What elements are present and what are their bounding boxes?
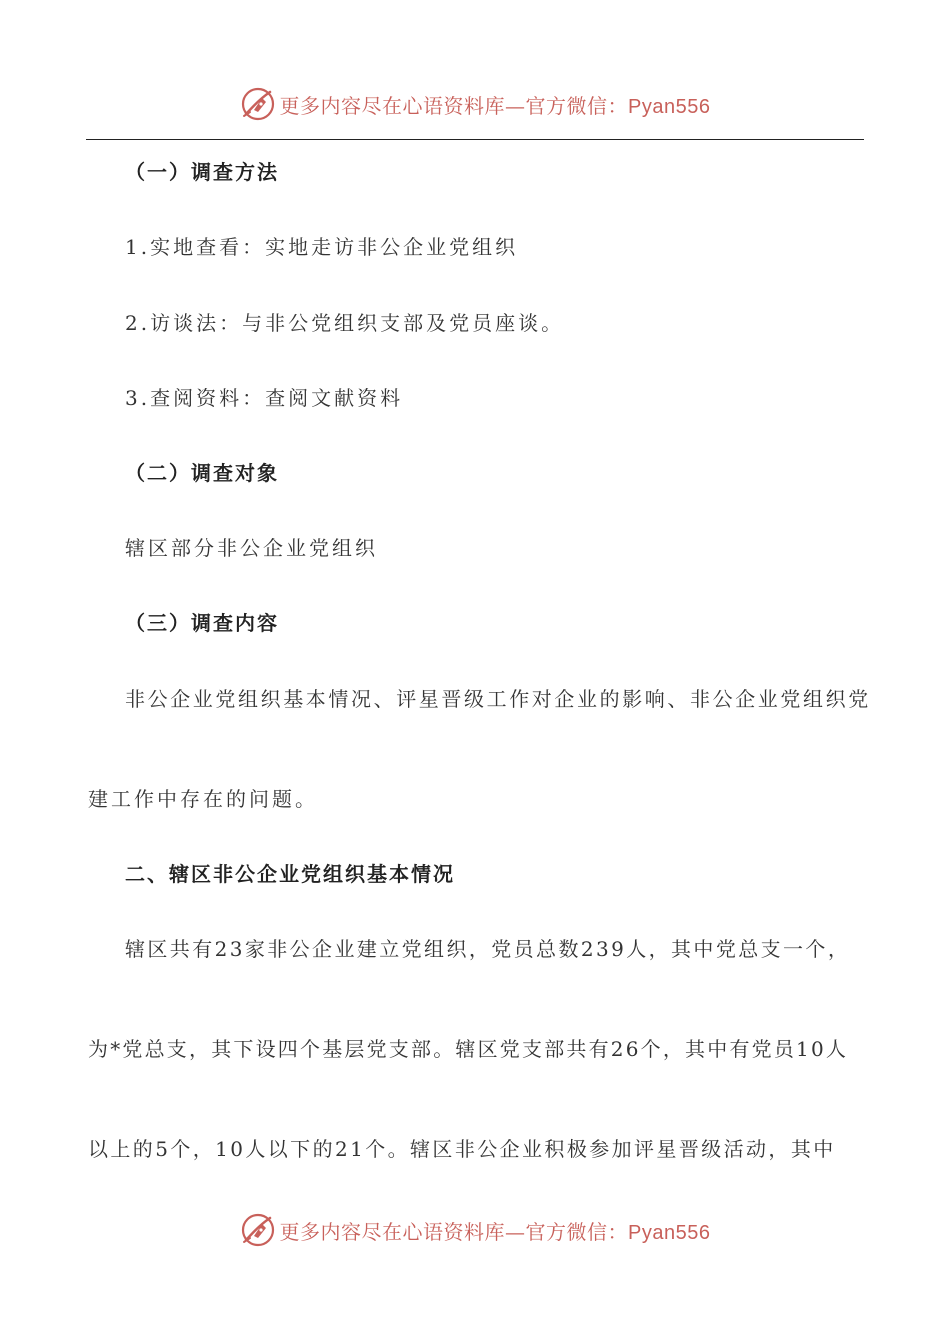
heading-section-2: 二、辖区非公企业党组织基本情况 — [125, 862, 455, 886]
method-item-1: 1.实地查看：实地走访非公企业党组织 — [125, 235, 519, 259]
basic-info-line-1: 辖区共有23家非公企业建立党组织，党员总数239人，其中党总支一个， — [125, 937, 851, 961]
heading-survey-content: （三）调查内容 — [125, 611, 279, 635]
footer-wechat-id: Pyan556 — [628, 1221, 711, 1244]
survey-content-line-2: 建工作中存在的问题。 — [88, 787, 318, 811]
basic-info-line-3: 以上的5个，10人以下的21个。辖区非公企业积极参加评星晋级活动，其中 — [88, 1137, 836, 1161]
heading-survey-object: （二）调查对象 — [125, 461, 279, 485]
survey-content-line-1: 非公企业党组织基本情况、评星晋级工作对企业的影响、非公企业党组织党 — [125, 687, 871, 711]
header-banner-text: 更多内容尽在心语资料库—官方微信：Pyan556 — [279, 93, 711, 118]
header-divider — [86, 139, 864, 140]
footer-banner — [0, 1210, 950, 1250]
survey-object-text: 辖区部分非公企业党组织 — [125, 536, 378, 560]
header-wechat-id: Pyan556 — [628, 95, 711, 118]
pen-nib-logo-icon — [240, 86, 276, 122]
header-banner — [0, 84, 950, 124]
pen-nib-logo-icon — [240, 1212, 276, 1248]
basic-info-line-2: 为*党总支，其下设四个基层党支部。辖区党支部共有26个，其中有党员10人 — [88, 1037, 849, 1061]
heading-survey-method: （一）调查方法 — [125, 160, 279, 184]
method-item-3: 3.查阅资料：查阅文献资料 — [125, 386, 404, 410]
method-item-2: 2.访谈法：与非公党组织支部及党员座谈。 — [125, 311, 565, 335]
footer-banner-text: 更多内容尽在心语资料库—官方微信：Pyan556 — [279, 1219, 711, 1244]
